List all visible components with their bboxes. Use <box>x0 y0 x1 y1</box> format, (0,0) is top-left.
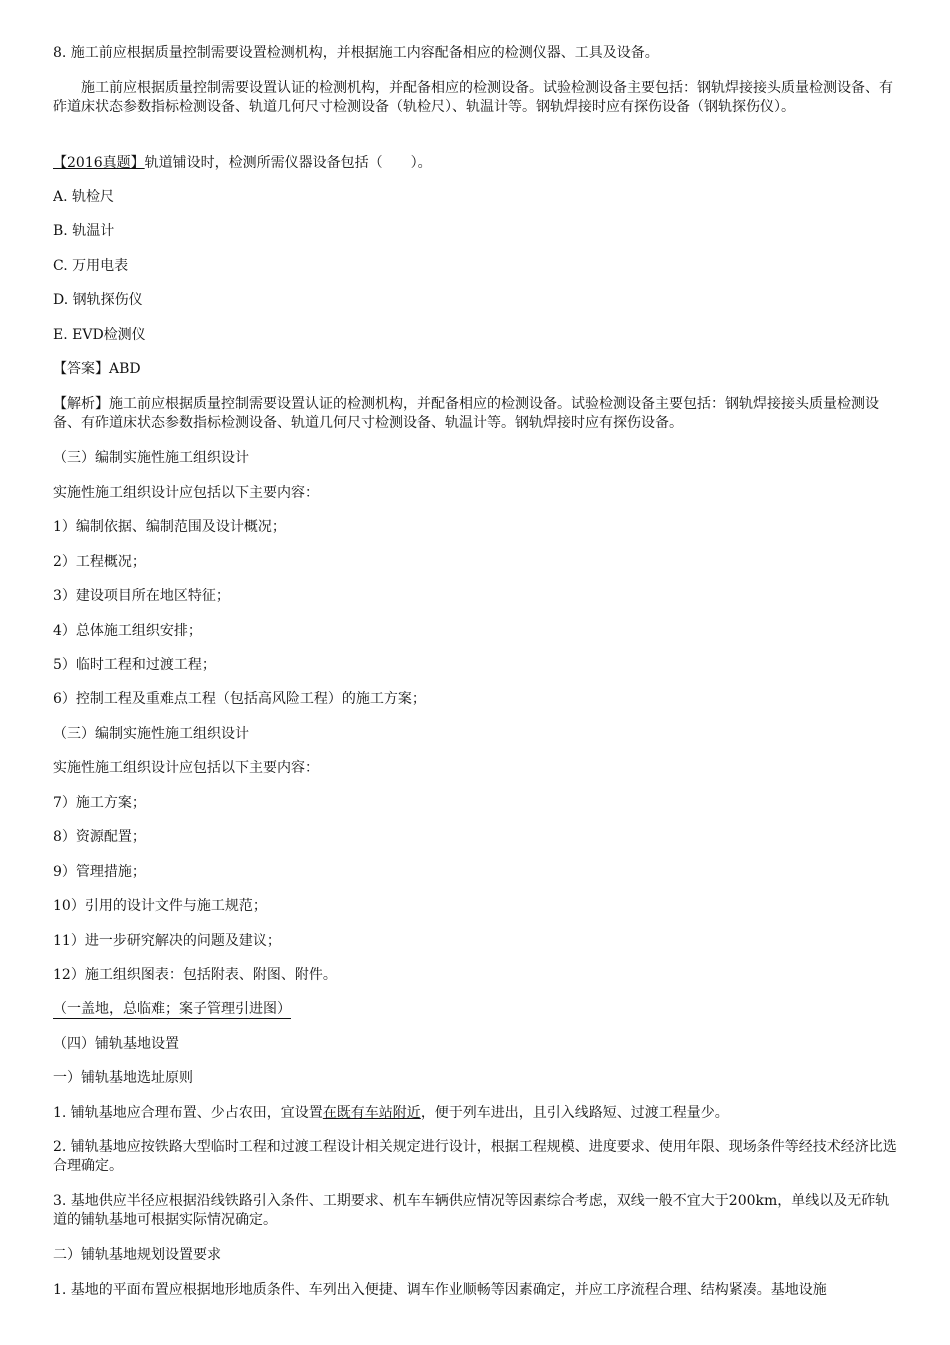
list-item: 8）资源配置； <box>53 829 146 845</box>
list-item: 4）总体施工组织安排； <box>53 623 202 639</box>
subheading-site-selection: 一）铺轨基地选址原则 <box>53 1070 193 1086</box>
list-item: 1）编制依据、编制范围及设计概况； <box>53 519 286 535</box>
list-item: 3）建设项目所在地区特征； <box>53 588 230 604</box>
section-heading-4: （四）铺轨基地设置 <box>53 1036 179 1052</box>
option-e: E. EVD检测仪 <box>53 327 146 343</box>
analysis-paragraph <box>53 395 899 433</box>
question-text: 轨道铺设时，检测所需仪器设备包括（ ）。 <box>144 155 432 171</box>
list-item: 2）工程概况； <box>53 554 146 570</box>
mnemonic-line <box>53 1000 899 1019</box>
list-item: 5）临时工程和过渡工程； <box>53 657 216 673</box>
section-intro-a: 实施性施工组织设计应包括以下主要内容： <box>53 485 319 501</box>
option-b: B. 轨温计 <box>53 223 115 239</box>
list-item: 6）控制工程及重难点工程（包括高风险工程）的施工方案； <box>53 691 426 707</box>
section-heading-3b: （三）编制实施性施工组织设计 <box>53 726 249 742</box>
analysis-tag: 【解析】 <box>53 396 109 412</box>
answer-tag: 【答案】 <box>53 361 109 377</box>
answer-line <box>53 360 899 379</box>
list-item: 9）管理措施； <box>53 864 146 880</box>
subheading-planning: 二）铺轨基地规划设置要求 <box>53 1247 221 1263</box>
rule-3: 3. 基地供应半径应根据沿线铁路引入条件、工期要求、机车车辆供应情况等因素综合考虑，双线一般不宜大于200km，单线以及无砟轨道的铺轨基地可根据实际情况确定。 <box>53 1193 890 1228</box>
question-line <box>53 154 899 173</box>
analysis-text: 施工前应根据质量控制需要设置认证的检测机构，并配备相应的检测设备。试验检测设备主要包括：钢轨焊接接头质量检测设备、有砟道床状态参数指标检测设备、轨道几何尺寸检测设备、轨温计等。钢轨焊接时应有探伤设备。 <box>53 396 879 431</box>
list-item: 10）引用的设计文件与施工规范； <box>53 898 267 914</box>
paragraph-equipment: 施工前应根据质量控制需要设置认证的检测机构，并配备相应的检测设备。试验检测设备主要包括：钢轨焊接接头质量检测设备、有砟道床状态参数指标检测设备、轨道几何尺寸检测设备（轨检尺）、轨温计等。钢轨焊接时应有探伤设备（钢轨探伤仪）。 <box>53 80 893 115</box>
rule-1-text-a: 1. 铺轨基地应合理布置、少占农田，宜设置 <box>53 1105 323 1121</box>
rule-1 <box>53 1104 899 1123</box>
planning-paragraph-1: 1. 基地的平面布置应根据地形地质条件、车列出入便捷、调车作业顺畅等因素确定，并应工序流程合理、结构紧凑。基地设施 <box>53 1282 827 1298</box>
list-item: 7）施工方案； <box>53 795 146 811</box>
list-item: 12）施工组织图表：包括附表、附图、附件。 <box>53 967 337 983</box>
option-d: D. 钢轨探伤仪 <box>53 292 143 308</box>
mnemonic-text: （一盖地，总临难；案子管理引进图） <box>53 1001 291 1017</box>
section-intro-b: 实施性施工组织设计应包括以下主要内容： <box>53 760 319 776</box>
option-c: C. 万用电表 <box>53 258 129 274</box>
rule-2: 2. 铺轨基地应按铁路大型临时工程和过渡工程设计相关规定进行设计，根据工程规模、进度要求、使用年限、现场条件等经技术经济比选合理确定。 <box>53 1139 897 1174</box>
question-tag: 【2016真题】 <box>53 155 145 171</box>
rule-1-text-b: ，便于列车进出，且引入线路短、过渡工程量少。 <box>420 1105 729 1121</box>
paragraph-item-8: 8. 施工前应根据质量控制需要设置检测机构，并根据施工内容配备相应的检测仪器、工具及设备。 <box>53 45 659 61</box>
section-heading-3a: （三）编制实施性施工组织设计 <box>53 450 249 466</box>
answer-text: ABD <box>109 361 141 377</box>
option-a: A. 轨检尺 <box>53 189 115 205</box>
list-item: 11）进一步研究解决的问题及建议； <box>53 933 281 949</box>
rule-1-underlined: 在既有车站附近 <box>322 1105 421 1121</box>
